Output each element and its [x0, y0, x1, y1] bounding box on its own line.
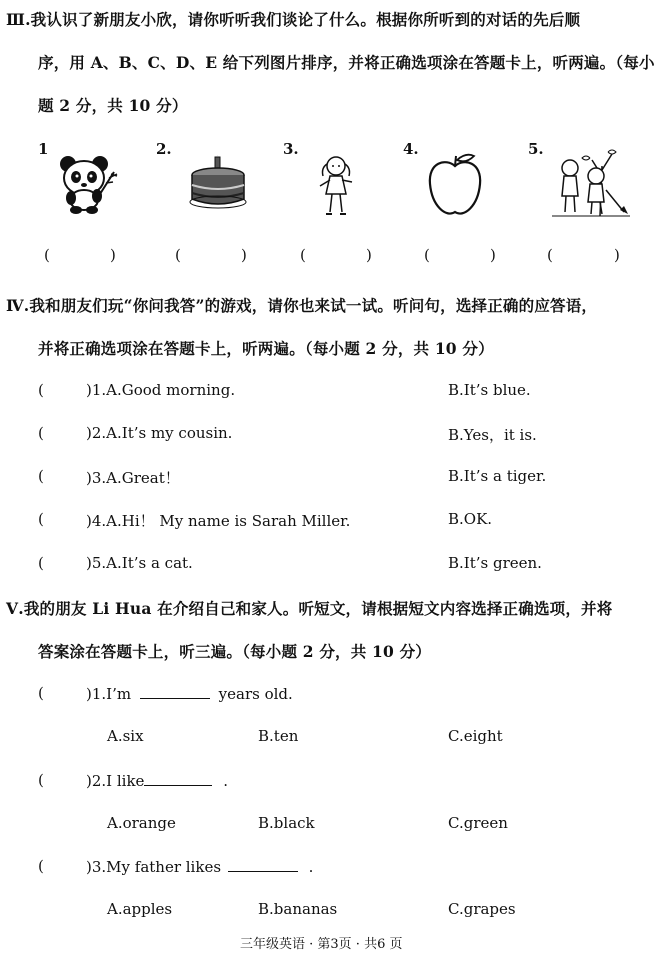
section5-instruction-line2: 答案涂在答题卡上，听三遍。（每小题 2 分，共 10 分） — [38, 642, 431, 661]
picture-number-2: 2. — [156, 140, 172, 158]
s5-q1-paren[interactable]: ( — [38, 684, 44, 702]
s5-q2-option-a: A.orange — [107, 814, 176, 832]
apple-icon — [426, 152, 484, 220]
s4-q5-option-b: B.It’s green. — [448, 554, 542, 572]
girl-icon — [312, 152, 362, 220]
answer-paren-close-5[interactable]: ) — [614, 246, 620, 264]
s4-q4-paren[interactable]: ( — [38, 510, 44, 528]
s5-q3-stem-before: )3.My father likes — [86, 858, 222, 876]
section3-instruction-line1: Ⅲ.我认识了新朋友小欣，请你听听我们谈论了什么。根据你所听到的对话的先后顺 — [6, 10, 581, 29]
kids-icon — [550, 146, 632, 218]
answer-paren-close-2[interactable]: ) — [241, 246, 247, 264]
s5-q2-stem-before: )2.I like — [86, 772, 145, 790]
answer-paren-open-1[interactable]: ( — [44, 246, 50, 264]
s5-q1-blank — [140, 684, 210, 699]
s5-q3-paren[interactable]: ( — [38, 857, 44, 875]
s5-q3-blank — [228, 857, 298, 872]
s5-q3-option-c: C.grapes — [448, 900, 516, 918]
s5-q1-option-b: B.ten — [258, 727, 299, 745]
s5-q3-stem-after: . — [308, 858, 314, 876]
s4-q5-paren[interactable]: ( — [38, 554, 44, 572]
cake-icon — [188, 155, 248, 211]
s4-q2-option-b: B.Yes，it is. — [448, 426, 537, 444]
s5-q3-option-b: B.bananas — [258, 900, 338, 918]
picture-number-5: 5. — [528, 140, 544, 158]
s5-q1-stem-before: )1.I’m — [86, 685, 132, 703]
s5-q1-option-a: A.six — [107, 727, 144, 745]
picture-number-3: 3. — [283, 140, 299, 158]
s5-q1-stem-after: years old. — [218, 685, 293, 703]
s5-q3-option-a: A.apples — [107, 900, 173, 918]
answer-paren-close-4[interactable]: ) — [490, 246, 496, 264]
s4-q5-option-a: )5.A.It’s a cat. — [86, 554, 193, 572]
s4-q4-option-b: B.OK. — [448, 510, 493, 528]
s4-q2-paren[interactable]: ( — [38, 424, 44, 442]
answer-paren-close-3[interactable]: ) — [366, 246, 372, 264]
s4-q2-option-a: )2.A.It’s my cousin. — [86, 424, 233, 442]
s4-q3-option-a: )3.A.Great！ — [86, 469, 180, 487]
picture-number-1: 1 — [38, 140, 49, 158]
section4-instruction-line2: 并将正确选项涂在答题卡上，听两遍。（每小题 2 分，共 10 分） — [38, 339, 494, 358]
s5-q2-stem — [86, 771, 228, 790]
s5-q2-option-b: B.black — [258, 814, 315, 832]
s4-q1-option-b: B.It’s blue. — [448, 381, 531, 399]
answer-paren-close-1[interactable]: ) — [110, 246, 116, 264]
section3-instruction-line2: 序，用 A、B、C、D、E 给下列图片排序，并将正确选项涂在答题卡上，听两遍。（每小 — [38, 53, 655, 72]
s4-q3-option-b: B.It’s a tiger. — [448, 467, 547, 485]
s5-q2-stem-after: . — [223, 772, 228, 790]
answer-paren-open-4[interactable]: ( — [424, 246, 430, 264]
s4-q1-paren[interactable]: ( — [38, 381, 44, 399]
s5-q3-stem — [86, 857, 313, 876]
answer-paren-open-2[interactable]: ( — [175, 246, 181, 264]
section5-instruction-line1: Ⅴ.我的朋友 Li Hua 在介绍自己和家人。听短文，请根据短文内容选择正确选项，并将 — [6, 599, 613, 618]
s5-q1-stem — [86, 684, 293, 703]
s5-q2-paren[interactable]: ( — [38, 771, 44, 789]
panda-icon — [54, 150, 124, 215]
picture-number-4: 4. — [403, 140, 419, 158]
s5-q2-option-c: C.green — [448, 814, 508, 832]
answer-paren-open-5[interactable]: ( — [547, 246, 553, 264]
s4-q1-option-a: )1.A.Good morning. — [86, 381, 236, 399]
section4-instruction-line1: Ⅳ.我和朋友们玩“你问我答”的游戏，请你也来试一试。听问句，选择正确的应答语， — [6, 296, 598, 315]
s5-q2-blank — [144, 771, 212, 786]
section3-instruction-line3: 题 2 分，共 10 分） — [38, 96, 188, 115]
s4-q4-option-a: )4.A.Hi！ My name is Sarah Miller. — [86, 512, 351, 530]
answer-paren-open-3[interactable]: ( — [300, 246, 306, 264]
s4-q3-paren[interactable]: ( — [38, 467, 44, 485]
page-footer: 三年级英语 · 第3页 · 共6 页 — [240, 937, 403, 952]
s5-q1-option-c: C.eight — [448, 727, 503, 745]
